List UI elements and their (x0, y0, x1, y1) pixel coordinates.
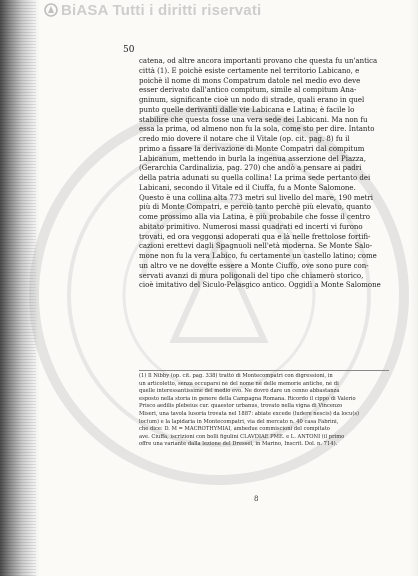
main-body-text (139, 57, 391, 291)
watermark-text: BiASA Tutti i diritti riservati (61, 2, 262, 19)
signature-mark: 8 (254, 495, 259, 503)
footnote-line: quelle interessantissime del medio evo. Ne dovrò dare un cenno abbastanza (139, 388, 340, 395)
text-line: più di Monte Compatri, e perciò tanto perchè più elevato, quanto (139, 203, 371, 212)
footnote-line: esposto nella storia in genere della Campagna Romana. Ricordo il cippo di Valerio (139, 395, 356, 402)
text-line: trovati, ed ora veggonsi adoperati qua e là nelle frettolose fortifi- (139, 232, 371, 241)
footnote-line: che dice: D. M = MACROTHYMIAI, ambedue commiscioni del compitato (139, 426, 330, 433)
text-line: come prossimo alla via Latina, è più probabile che fosse il centro (139, 213, 370, 221)
footnote-line: (1) Il Nibby (op. cit. pag. 338) trattò di Montecompatri con digressioni, in (139, 373, 333, 379)
text-line: Questo è una collina alta 773 metri sul livello del mare, 190 metri (139, 193, 374, 202)
text-line: Labicani, secondo il Vitale ed il Ciuffa, fu a Monte Salomone. (139, 183, 356, 192)
text-line: abitato primitivo. Numerosi massi quadrati ed incerti vi furono (139, 222, 363, 231)
text-line: credo mio dovere il notare che il Vitale (op. cit. pag. 8) fu il (139, 135, 350, 143)
text-line: catena, od altre ancora importanti provano che questa fu un'antica (139, 57, 378, 65)
text-line: gninum, significante cioè un nodo di strade, quali erano in quel (139, 96, 365, 104)
footnote-line: Miseri, una tavola lusoria trovata nel 1887: abiate excede (ludere nescis) da locu(s) (139, 410, 360, 417)
page-edge-shadow (410, 0, 418, 576)
text-line: esser derivato dall'antico compitum, simile al compitum Ana- (139, 86, 357, 95)
footnote-line: ave. Ciuffa, iscrizioni con bolli figulini CLAVDIAE PME. e L. ANTONI (il primo (139, 433, 345, 440)
text-line: servati avanzi di mura poligonali del tipo che chiamerò storico, (139, 271, 364, 280)
text-line: primo a fissare la derivazione di Monte Compatri dal compitum (139, 144, 365, 153)
text-line: Labicanum, mettendo in burla la ingenua asserzione del Piazza, (139, 154, 366, 163)
footnote-separator (139, 370, 389, 371)
text-line: cioè imitativo del Siculo-Pelasgico antico. Oggidì a Monte Salomone (139, 281, 381, 290)
text-line: mone non fu la vera Labico, fu certamente un castello latino; come (139, 252, 377, 260)
footnote-line: Prisco aedilis plebeius cur. quaestor urbanus, trovato nella vigna di Vincenzo (139, 403, 343, 410)
footnote-line: offre una variante dalla lezione del Dressel, in Marino, Inscrit. Dol. n. 714). (139, 441, 338, 448)
footnote-line: loc(um) e la lapidaria in Montecompatri, via del mercato n. 40 casa Fabrini, (139, 418, 339, 425)
text-line: città (1). E poichè esiste certamente nel territorio Labicano, e (139, 66, 360, 75)
text-line: cazioni erettevi dagli Spagnuoli nell'età moderna. Se Monte Salo- (139, 242, 373, 251)
text-line: essa la prima, od almeno non fu la sola, come sto per dire. Intanto (139, 125, 375, 134)
footnote-text (139, 373, 391, 449)
page-number: 50 (123, 45, 135, 55)
footnote-line: un articoletto, senza occuparsi nè del nome nè delle memorie antiche, nè di (139, 380, 339, 387)
text-line: un altro ve ne dovette essere a Monte Ciuffo, ove sono pure con- (139, 261, 369, 270)
watermark-logo-icon (44, 3, 58, 17)
text-line: della patria adunati su quella collina! La prima sede pertanto dei (139, 174, 371, 182)
text-line: poichè il nome di mons Compatrum datole nel medio evo deve (139, 76, 361, 85)
text-line: (Gerarchia Cardinalizia, pag. 270) che andò a pensare ai padri (139, 164, 362, 173)
text-line: punto quelle derivanti dalle vie Labicana e Latina; è facile lo (139, 105, 355, 114)
watermark-banner (44, 2, 344, 19)
text-line: stabilire che questa fosse una vera sede dei Labicani. Ma non fu (139, 115, 368, 124)
